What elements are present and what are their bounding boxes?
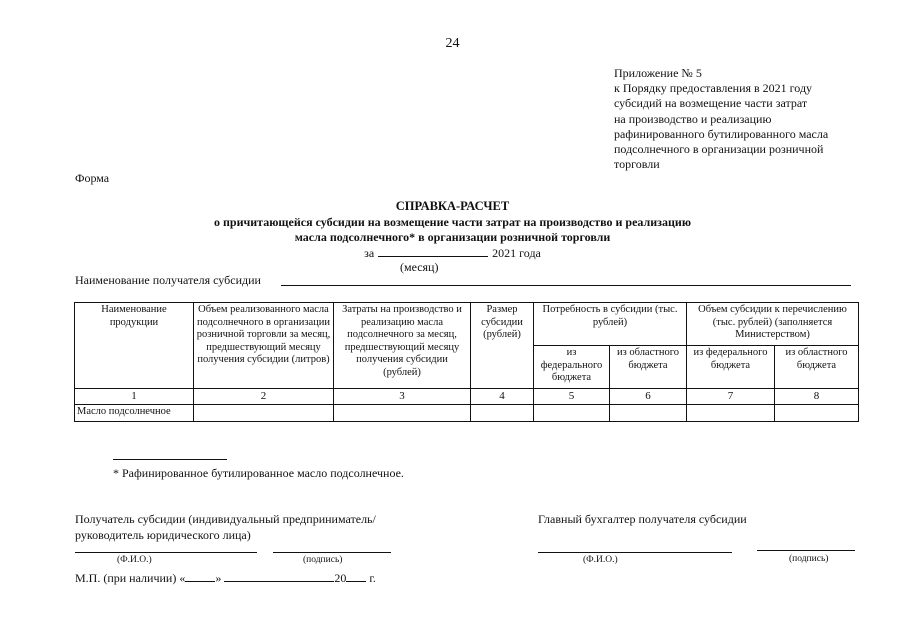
appendix-line: торговли <box>614 157 660 172</box>
appendix-line: субсидий на возмещение части затрат <box>614 96 808 111</box>
appendix-block <box>614 66 828 172</box>
accountant-fio-field[interactable] <box>538 552 732 553</box>
recipient-signature-caption: (подпись) <box>303 555 343 565</box>
header-need: Потребность в субсидии (тыс. рублей) <box>534 303 687 346</box>
column-number: 2 <box>194 389 334 405</box>
header-transfer-federal: из федерального бюджета <box>687 346 775 389</box>
appendix-line: Приложение № 5 <box>614 66 702 80</box>
stamp-label: М.П. (при наличии) <box>75 571 177 585</box>
header-product: Наименование продукции <box>75 303 194 389</box>
header-need-regional: из областного бюджета <box>610 346 687 389</box>
header-subsidy-size: Размер субсидии (рублей) <box>471 303 534 389</box>
open-quote: « <box>179 571 186 585</box>
recipient-signature-title <box>75 512 376 543</box>
month-date-blank-field[interactable] <box>224 570 334 582</box>
column-number: 4 <box>471 389 534 405</box>
column-number: 1 <box>75 389 194 405</box>
year-blank-field[interactable] <box>346 570 366 582</box>
footnote-divider <box>113 459 227 460</box>
period-line <box>0 245 905 261</box>
header-volume: Объем реализованного масла подсолнечного в организации розничной торговли за месяц, предшествующий месяцу получения субсидии (литров) <box>194 303 334 389</box>
document-title: СПРАВКА-РАСЧЕТ <box>395 199 510 213</box>
cell-subsidy-size[interactable] <box>471 405 534 422</box>
stamp-date-line <box>75 570 376 586</box>
cell-costs[interactable] <box>334 405 471 422</box>
header-costs: Затраты на производство и реализацию масла подсолнечного за месяц, предшествующий месяцу получения субсидии (рублей) <box>334 303 471 389</box>
recipient-title-line2: руководитель юридического лица) <box>75 527 251 542</box>
footnote: * Рафинированное бутилированное масло подсолнечное. <box>113 466 404 480</box>
column-number: 6 <box>610 389 687 405</box>
accountant-signature-field[interactable] <box>757 550 855 551</box>
month-blank-field[interactable] <box>378 245 488 257</box>
page-number: 24 <box>445 36 460 51</box>
recipient-blank-field[interactable] <box>281 285 851 286</box>
year-prefix: 20 <box>334 571 347 585</box>
recipient-label: Наименование получателя субсидии <box>75 273 261 287</box>
month-caption: (месяц) <box>400 260 439 274</box>
column-number: 5 <box>534 389 610 405</box>
recipient-fio-field[interactable] <box>75 552 257 553</box>
header-need-federal: из федерального бюджета <box>534 346 610 389</box>
appendix-line: на производство и реализацию <box>614 111 772 126</box>
column-number: 3 <box>334 389 471 405</box>
appendix-line: подсолнечного в организации розничной <box>614 142 824 157</box>
cell-need-federal[interactable] <box>534 405 610 422</box>
recipient-fio-caption: (Ф.И.О.) <box>117 555 152 565</box>
accountant-fio-caption: (Ф.И.О.) <box>583 555 618 565</box>
cell-volume[interactable] <box>194 405 334 422</box>
year-suffix: г. <box>369 571 376 585</box>
period-prefix: за <box>364 246 375 260</box>
table-row <box>75 405 859 422</box>
close-quote: » <box>215 571 222 585</box>
period-suffix: 2021 года <box>492 246 541 260</box>
column-number: 8 <box>775 389 859 405</box>
header-transfer-regional: из областного бюджета <box>775 346 859 389</box>
accountant-signature-title: Главный бухгалтер получателя субсидии <box>538 512 747 526</box>
form-label: Форма <box>75 171 110 185</box>
calculation-table <box>74 302 859 422</box>
appendix-line: рафинированного бутилированного масла <box>614 126 829 141</box>
day-blank-field[interactable] <box>185 570 215 582</box>
recipient-signature-field[interactable] <box>273 552 391 553</box>
cell-transfer-regional[interactable] <box>775 405 859 422</box>
accountant-signature-caption: (подпись) <box>789 554 829 564</box>
header-transfer: Объем субсидии к перечислению (тыс. рублей) (заполняется Министерством) <box>687 303 859 346</box>
column-number: 7 <box>687 389 775 405</box>
row-product: Масло подсолнечное <box>75 405 194 422</box>
appendix-line: к Порядку предоставления в 2021 году <box>614 81 813 96</box>
recipient-title-line1: Получатель субсидии (индивидуальный предприниматель/ <box>75 512 376 526</box>
cell-transfer-federal[interactable] <box>687 405 775 422</box>
cell-need-regional[interactable] <box>610 405 687 422</box>
document-subtitle-line1: о причитающейся субсидии на возмещение части затрат на производство и реализацию <box>214 215 691 229</box>
document-subtitle-line2: масла подсолнечного* в организации розничной торговли <box>294 230 611 244</box>
